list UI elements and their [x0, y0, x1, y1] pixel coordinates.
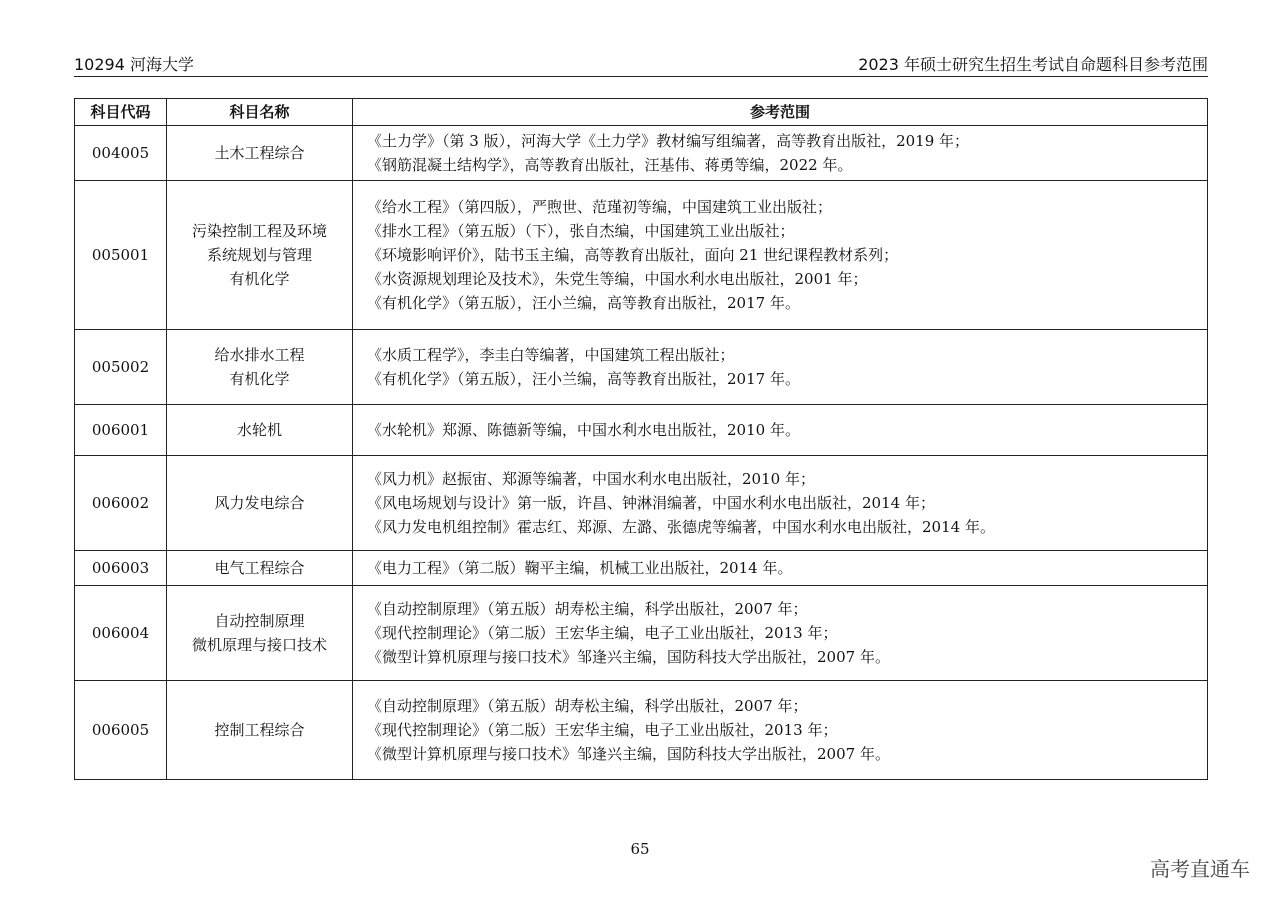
reference-item: 《有机化学》（第五版），汪小兰编，高等教育出版社，2017 年。 [367, 370, 800, 388]
column-header-refs: 参考范围 [353, 99, 1208, 126]
subject-name [167, 586, 353, 681]
page-number: 65 [630, 840, 650, 858]
reference-list [353, 551, 1208, 586]
reference-item: 《钢筋混凝土结构学》，高等教育出版社，汪基伟、蒋勇等编，2022 年。 [367, 156, 853, 174]
table-header-row [75, 99, 1208, 126]
table-row [75, 456, 1208, 551]
subject-name-line: 有机化学 [229, 270, 290, 288]
table-row [75, 330, 1208, 405]
reference-item: 《有机化学》（第五版），汪小兰编，高等教育出版社，2017 年。 [367, 294, 800, 312]
reference-item: 《微型计算机原理与接口技术》邹逢兴主编，国防科技大学出版社，2007 年。 [367, 745, 890, 763]
reference-item: 《环境影响评价》，陆书玉主编，高等教育出版社，面向 21 世纪课程教材系列； [367, 246, 899, 264]
watermark-text: 高考直通车 [1150, 857, 1250, 881]
subject-code: 006005 [75, 681, 167, 780]
subject-name-line: 给水排水工程 [214, 346, 305, 364]
reference-item: 《水质工程学》，李圭白等编著，中国建筑工程出版社； [367, 346, 735, 364]
reference-item: 《土力学》（第 3 版），河海大学《土力学》教材编写组编著，高等教育出版社，2019 年； [367, 132, 970, 150]
column-header-code: 科目代码 [75, 99, 167, 126]
subject-code: 006001 [75, 405, 167, 456]
subject-name-line: 水轮机 [236, 421, 282, 439]
reference-item: 《自动控制原理》（第五版）胡寿松主编，科学出版社，2007 年； [367, 600, 808, 618]
subject-code: 005002 [75, 330, 167, 405]
reference-item: 《风力机》赵振宙、郑源等编著，中国水利水电出版社，2010 年； [367, 470, 815, 488]
reference-item: 《排水工程》（第五版）（下），张自杰编，中国建筑工业出版社； [367, 222, 795, 240]
reference-item: 《水轮机》郑源、陈德新等编，中国水利水电出版社，2010 年。 [367, 421, 800, 439]
table-row [75, 405, 1208, 456]
subject-name [167, 181, 353, 330]
subject-name-line: 有机化学 [229, 370, 290, 388]
subject-code: 006004 [75, 586, 167, 681]
subject-name [167, 330, 353, 405]
reference-item: 《自动控制原理》（第五版）胡寿松主编，科学出版社，2007 年； [367, 697, 808, 715]
reference-item: 《现代控制理论》（第二版）王宏华主编，电子工业出版社，2013 年； [367, 624, 838, 642]
subject-name-line: 土木工程综合 [214, 144, 305, 162]
subject-name-line: 污染控制工程及环境 [191, 222, 327, 240]
table-row [75, 586, 1208, 681]
table-row [75, 681, 1208, 780]
header-university: 10294 河海大学 [74, 55, 194, 74]
subject-code: 006003 [75, 551, 167, 586]
reference-item: 《电力工程》（第二版）鞠平主编，机械工业出版社，2014 年。 [367, 559, 793, 577]
table-row [75, 126, 1208, 181]
subject-name [167, 405, 353, 456]
subject-name [167, 681, 353, 780]
table-row [75, 551, 1208, 586]
subject-name [167, 551, 353, 586]
page-header [74, 50, 1208, 77]
column-header-name: 科目名称 [167, 99, 353, 126]
reference-list [353, 405, 1208, 456]
subject-name-line: 电气工程综合 [214, 559, 305, 577]
subject-code: 004005 [75, 126, 167, 181]
subject-name-line: 控制工程综合 [214, 721, 305, 739]
reference-item: 《现代控制理论》（第二版）王宏华主编，电子工业出版社，2013 年； [367, 721, 838, 739]
syllabus-table [74, 98, 1208, 780]
subject-name-line: 风力发电综合 [214, 494, 305, 512]
table-row [75, 181, 1208, 330]
reference-item: 《给水工程》（第四版），严煦世、范瑾初等编，中国建筑工业出版社； [367, 198, 833, 216]
subject-name [167, 126, 353, 181]
reference-item: 《水资源规划理论及技术》，朱党生等编，中国水利水电出版社，2001 年； [367, 270, 868, 288]
reference-list [353, 456, 1208, 551]
reference-list [353, 586, 1208, 681]
header-document-title: 2023 年硕士研究生招生考试自命题科目参考范围 [858, 55, 1208, 74]
subject-code: 005001 [75, 181, 167, 330]
reference-list [353, 681, 1208, 780]
subject-name-line: 微机原理与接口技术 [191, 636, 327, 654]
reference-list [353, 126, 1208, 181]
subject-name-line: 系统规划与管理 [206, 246, 312, 264]
reference-item: 《风力发电机组控制》霍志红、郑源、左潞、张德虎等编著，中国水利水电出版社，2014 年。 [367, 518, 995, 536]
subject-code: 006002 [75, 456, 167, 551]
reference-list [353, 330, 1208, 405]
reference-list [353, 181, 1208, 330]
reference-item: 《风电场规划与设计》第一版，许昌、钟淋涓编著，中国水利水电出版社，2014 年； [367, 494, 935, 512]
subject-name [167, 456, 353, 551]
subject-name-line: 自动控制原理 [214, 612, 305, 630]
reference-item: 《微型计算机原理与接口技术》邹逢兴主编，国防科技大学出版社，2007 年。 [367, 648, 890, 666]
